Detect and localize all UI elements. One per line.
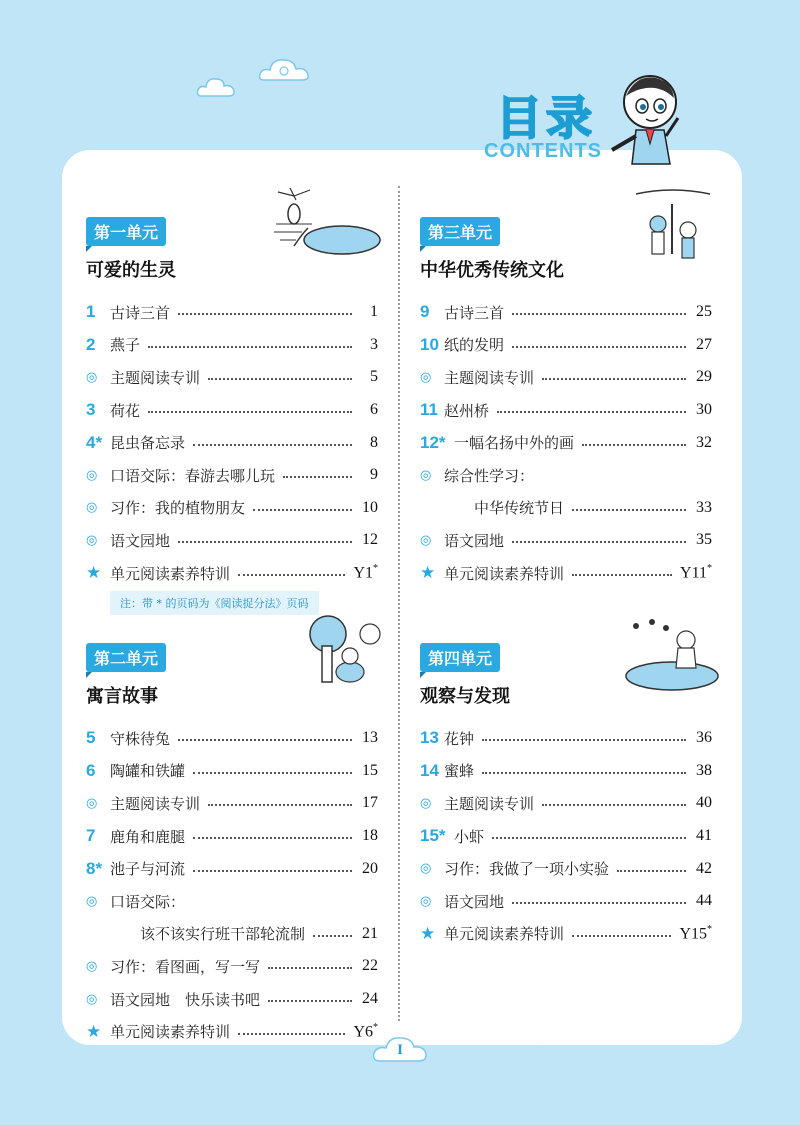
toc-entry — [420, 426, 712, 459]
unit-badge: 第四单元 — [420, 643, 500, 672]
toc-entry — [420, 755, 712, 788]
toc-entry — [420, 296, 712, 329]
page-ref-value: 3 — [370, 335, 378, 353]
page-ref — [360, 827, 378, 845]
entry-title: 单元阅读素养特训 — [110, 564, 231, 583]
page-ref-value: 38 — [696, 761, 712, 779]
toc-entry — [420, 524, 712, 557]
entry-title: 习作：我做了一项小实验 — [444, 860, 610, 879]
dot-leader — [482, 772, 686, 774]
toc-entry — [86, 918, 378, 951]
page-ref-value: 32 — [696, 433, 712, 451]
toc-entry — [86, 983, 378, 1016]
lesson-number: 1 — [86, 302, 96, 322]
toc-entry — [420, 394, 712, 427]
page-ref — [694, 499, 712, 517]
dot-leader — [178, 313, 352, 315]
page-ref — [360, 466, 378, 484]
lesson-number: 10 — [420, 334, 439, 354]
page-ref — [694, 303, 712, 321]
dot-leader — [283, 476, 352, 478]
page-ref — [694, 860, 712, 878]
toc-entry — [420, 361, 712, 394]
lesson-number: 3 — [86, 400, 96, 420]
lesson-number: 6 — [86, 760, 96, 780]
entry-title: 一幅名扬中外的画 — [454, 434, 575, 453]
entry-title: 主题阅读专训 — [110, 368, 201, 387]
entry-title: 语文园地 — [444, 892, 505, 911]
page-ref — [679, 924, 712, 943]
dot-leader — [148, 411, 352, 413]
page-ref — [353, 563, 378, 582]
entry-title: 花钟 — [444, 729, 475, 748]
entry-title: 该不该实行班干部轮流制 — [140, 925, 306, 944]
page-ref — [694, 401, 712, 419]
page-ref — [694, 794, 712, 812]
toc-entry — [86, 394, 378, 427]
entry-title: 口语交际： — [110, 892, 186, 911]
toc-entry — [86, 524, 378, 557]
entry-title: 中华传统节日 — [474, 499, 565, 518]
page-ref — [360, 336, 378, 354]
circle-bullet-icon: ◎ — [420, 369, 432, 385]
page-ref-asterisk: * — [373, 563, 378, 575]
toc-list — [420, 722, 712, 950]
circle-bullet-icon: ◎ — [86, 369, 98, 385]
dot-leader — [178, 541, 352, 543]
toc-entry — [86, 950, 378, 983]
page-ref-asterisk: * — [373, 1021, 378, 1033]
entry-title: 主题阅读专训 — [110, 794, 201, 813]
page-ref — [360, 990, 378, 1008]
star-icon: ★ — [420, 563, 436, 584]
toc-entry — [86, 361, 378, 394]
circle-bullet-icon: ◎ — [420, 795, 432, 811]
dot-leader — [492, 837, 686, 839]
dot-leader — [572, 574, 672, 576]
dot-leader — [582, 444, 686, 446]
page-ref-value: 33 — [696, 498, 712, 516]
entry-title: 昆虫备忘录 — [110, 434, 186, 453]
toc-list — [420, 296, 712, 589]
column-divider — [398, 186, 400, 1021]
entry-title: 语文园地 — [444, 531, 505, 550]
dot-leader — [268, 1000, 352, 1002]
page-ref-value: 41 — [696, 827, 712, 845]
page-ref — [694, 434, 712, 452]
toc-entry — [86, 329, 378, 362]
toc-entry — [86, 426, 378, 459]
entry-title: 单元阅读素养特训 — [110, 1023, 231, 1042]
circle-bullet-icon: ◎ — [86, 991, 98, 1007]
entry-title: 单元阅读素养特训 — [444, 564, 565, 583]
boy-mascot-illustration — [606, 72, 692, 172]
page-ref-value: 1 — [370, 303, 378, 321]
cloud-icon — [196, 74, 236, 100]
dot-leader — [208, 378, 352, 380]
toc-list — [86, 296, 378, 589]
toc-entry — [86, 755, 378, 788]
toc-entry — [420, 787, 712, 820]
dot-leader — [253, 509, 352, 511]
entry-title: 陶罐和铁罐 — [110, 762, 186, 781]
footnote: 注：带 * 的页码为《阅读捉分法》页码 — [110, 591, 319, 615]
page-ref-value: 8 — [370, 433, 378, 451]
circle-bullet-icon: ◎ — [86, 958, 98, 974]
page-ref-value: 18 — [362, 827, 378, 845]
lesson-number: 15* — [420, 826, 446, 846]
toc-entry — [420, 459, 712, 492]
circle-bullet-icon: ◎ — [86, 893, 98, 909]
dot-leader — [238, 574, 345, 576]
toc-entry — [420, 557, 712, 590]
circle-bullet-icon: ◎ — [86, 467, 98, 483]
page-ref-value: 12 — [362, 531, 378, 549]
dot-leader — [482, 739, 686, 741]
circle-bullet-icon: ◎ — [420, 532, 432, 548]
page-ref-value: Y15 — [679, 925, 707, 943]
page-ref-value: 40 — [696, 794, 712, 812]
dot-leader — [268, 967, 352, 969]
star-icon: ★ — [420, 923, 436, 944]
entry-title: 蜜蜂 — [444, 762, 475, 781]
unit-2 — [86, 643, 378, 1048]
toc-entry — [86, 296, 378, 329]
unit-title: 中华优秀传统文化 — [420, 260, 564, 281]
unit-title: 可爱的生灵 — [86, 260, 176, 281]
page-ref — [360, 368, 378, 386]
toc-entry — [86, 852, 378, 885]
page-ref-value: Y6 — [353, 1023, 373, 1041]
dot-leader — [193, 837, 352, 839]
unit-title: 观察与发现 — [420, 686, 510, 707]
page-ref-value: 35 — [696, 531, 712, 549]
circle-bullet-icon: ◎ — [420, 467, 432, 483]
dot-leader — [512, 313, 686, 315]
toc-entry — [86, 492, 378, 525]
toc-entry — [86, 787, 378, 820]
page-title: 目录 — [496, 91, 596, 145]
entry-title: 古诗三首 — [444, 303, 505, 322]
circle-bullet-icon: ◎ — [420, 893, 432, 909]
unit-badge: 第一单元 — [86, 217, 166, 246]
toc-entry — [420, 820, 712, 853]
page-ref-value: 29 — [696, 368, 712, 386]
page-ref — [360, 499, 378, 517]
dot-leader — [193, 444, 352, 446]
page-ref — [694, 762, 712, 780]
page-ref-value: 9 — [370, 466, 378, 484]
page-ref-value: 27 — [696, 335, 712, 353]
dot-leader — [178, 739, 352, 741]
entry-title: 习作：看图画，写一写 — [110, 957, 261, 976]
star-icon: ★ — [86, 563, 102, 584]
dot-leader — [542, 804, 686, 806]
toc-entry — [86, 885, 378, 918]
entry-title: 综合性学习： — [444, 466, 535, 485]
toc-entry — [86, 722, 378, 755]
page-ref — [360, 860, 378, 878]
circle-bullet-icon: ◎ — [420, 861, 432, 877]
toc-entry — [420, 852, 712, 885]
dot-leader — [572, 509, 686, 511]
dot-leader — [193, 772, 352, 774]
entry-title: 荷花 — [110, 401, 141, 420]
dot-leader — [512, 346, 686, 348]
toc-entry — [420, 918, 712, 951]
festival-illustration — [632, 184, 714, 266]
entry-title: 单元阅读素养特训 — [444, 925, 565, 944]
page-ref-value: 21 — [362, 924, 378, 942]
circle-bullet-icon: ◎ — [86, 532, 98, 548]
page-ref — [360, 729, 378, 747]
dragonfly-lotus-illustration — [272, 184, 384, 262]
page-ref-value: 6 — [370, 401, 378, 419]
girl-bees-illustration — [624, 614, 720, 692]
toc-entry — [420, 492, 712, 525]
toc-entry — [420, 329, 712, 362]
unit-1 — [86, 217, 378, 615]
page-ref-value: 17 — [362, 794, 378, 812]
page-ref-value: 10 — [362, 498, 378, 516]
toc-list — [86, 722, 378, 1048]
entry-title: 主题阅读专训 — [444, 368, 535, 387]
unit-badge: 第二单元 — [86, 643, 166, 672]
entry-title: 守株待兔 — [110, 729, 171, 748]
entry-title: 语文园地 快乐读书吧 — [110, 990, 261, 1009]
page-ref — [360, 925, 378, 943]
circle-bullet-icon: ◎ — [86, 795, 98, 811]
lesson-number: 8* — [86, 858, 103, 878]
entry-title: 池子与河流 — [110, 860, 186, 879]
page-ref — [360, 303, 378, 321]
page-ref — [694, 827, 712, 845]
lesson-number: 2 — [86, 334, 96, 354]
page-ref — [360, 957, 378, 975]
tree-reading-illustration — [300, 612, 386, 692]
lesson-number: 7 — [86, 826, 96, 846]
unit-3 — [420, 217, 712, 589]
page-ref — [360, 434, 378, 452]
page-number-badge — [372, 1035, 428, 1065]
dot-leader — [512, 902, 686, 904]
page-ref-asterisk: * — [707, 563, 712, 575]
page-ref-value: 20 — [362, 859, 378, 877]
page-ref-value: 44 — [696, 892, 712, 910]
toc-entry — [420, 885, 712, 918]
lesson-number: 14 — [420, 760, 439, 780]
dot-leader — [497, 411, 686, 413]
lesson-number: 5 — [86, 728, 96, 748]
entry-title: 口语交际：春游去哪儿玩 — [110, 466, 276, 485]
dot-leader — [208, 804, 352, 806]
dot-leader — [572, 935, 671, 937]
page-ref — [694, 892, 712, 910]
page-number: I — [397, 1042, 403, 1058]
toc-entry — [86, 459, 378, 492]
page-ref — [360, 401, 378, 419]
page-ref-value: 13 — [362, 729, 378, 747]
entry-title: 古诗三首 — [110, 303, 171, 322]
lesson-number: 4* — [86, 432, 103, 452]
entry-title: 小虾 — [454, 827, 485, 846]
dot-leader — [313, 935, 352, 937]
entry-title: 燕子 — [110, 336, 141, 355]
entry-title: 语文园地 — [110, 531, 171, 550]
page-ref — [694, 531, 712, 549]
entry-title: 鹿角和鹿腿 — [110, 827, 186, 846]
star-icon: ★ — [86, 1021, 102, 1042]
dot-leader — [193, 870, 352, 872]
page-ref-value: 36 — [696, 729, 712, 747]
page-ref-value: 24 — [362, 990, 378, 1008]
page-ref — [694, 368, 712, 386]
page-ref — [694, 336, 712, 354]
page-subtitle: CONTENTS — [484, 140, 602, 162]
page-ref-value: 25 — [696, 303, 712, 321]
unit-title: 寓言故事 — [86, 686, 158, 707]
toc-entry — [86, 820, 378, 853]
lesson-number: 9 — [420, 302, 430, 322]
entry-title: 习作：我的植物朋友 — [110, 499, 246, 518]
page-ref-value: 5 — [370, 368, 378, 386]
page-ref-value: Y11 — [680, 564, 707, 582]
page-ref-value: 15 — [362, 761, 378, 779]
toc-entry — [86, 557, 378, 590]
page-ref — [360, 794, 378, 812]
lesson-number: 11 — [420, 400, 438, 420]
dot-leader — [512, 541, 686, 543]
page-ref — [680, 563, 712, 582]
dot-leader — [617, 870, 686, 872]
entry-title: 主题阅读专训 — [444, 794, 535, 813]
toc-entry — [420, 722, 712, 755]
lesson-number: 13 — [420, 728, 439, 748]
entry-title: 纸的发明 — [444, 336, 505, 355]
page-ref — [694, 729, 712, 747]
lesson-number: 12* — [420, 432, 446, 452]
unit-badge: 第三单元 — [420, 217, 500, 246]
page-ref-value: Y1 — [353, 564, 373, 582]
dot-leader — [542, 378, 686, 380]
page-ref — [360, 762, 378, 780]
page-ref-value: 42 — [696, 859, 712, 877]
page-ref-value: 22 — [362, 957, 378, 975]
cloud-icon — [258, 56, 310, 84]
page-ref — [360, 531, 378, 549]
page-ref-value: 30 — [696, 401, 712, 419]
circle-bullet-icon: ◎ — [86, 500, 98, 516]
dot-leader — [148, 346, 352, 348]
entry-title: 赵州桥 — [444, 401, 490, 420]
page-ref-asterisk: * — [707, 924, 712, 936]
